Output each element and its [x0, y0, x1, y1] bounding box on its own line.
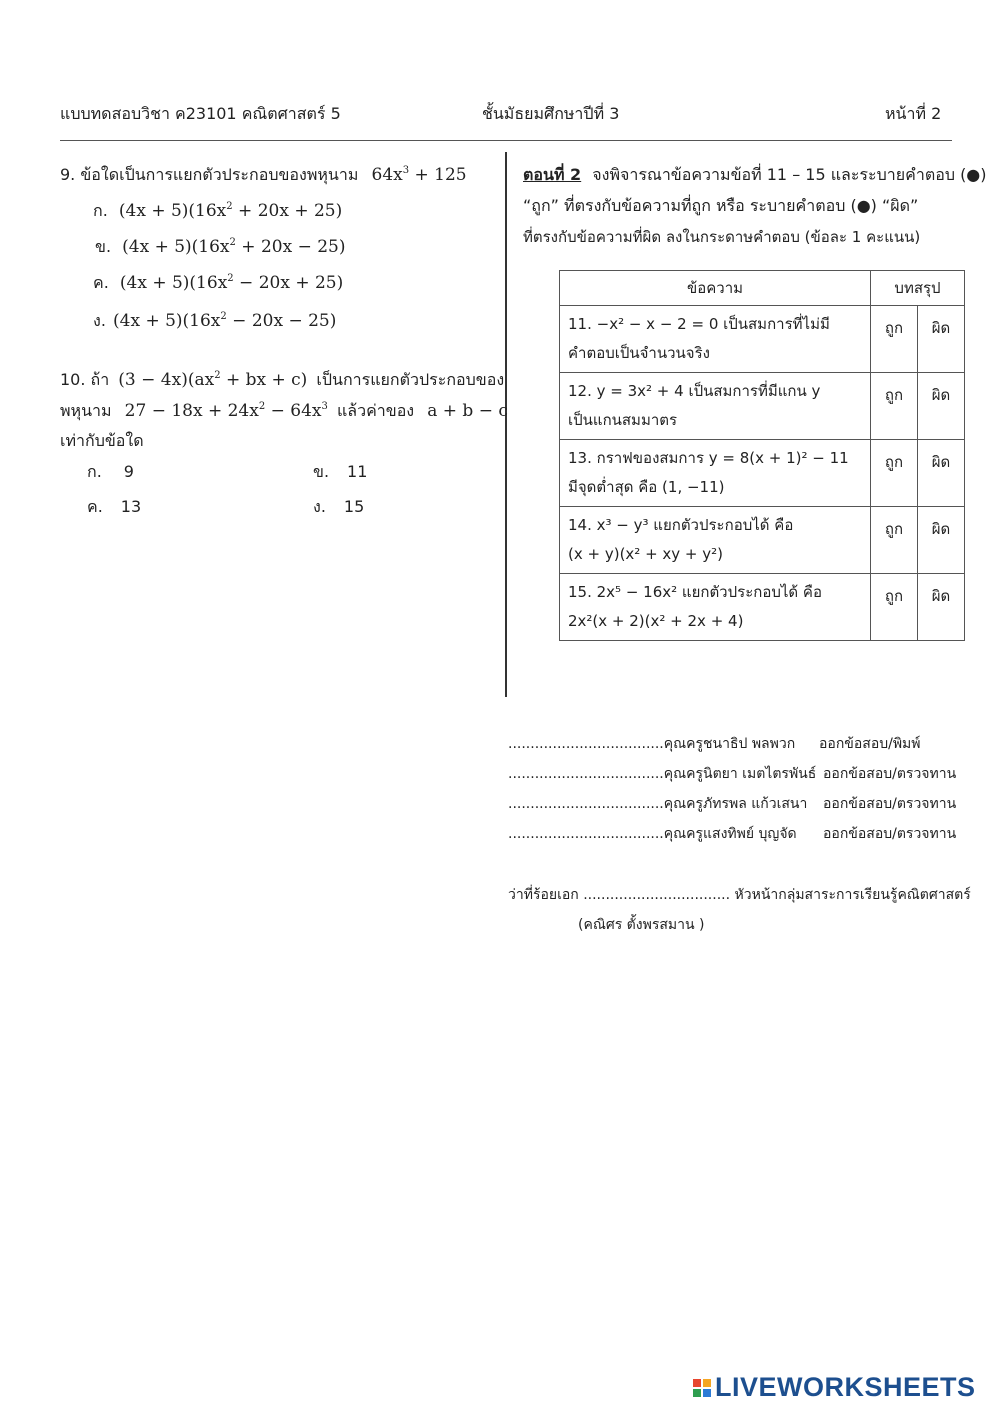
- answer-15-true[interactable]: ถูก: [871, 574, 918, 641]
- table-row: [560, 306, 965, 373]
- statement-15-line2: 2x²(x + 2)(x² + 2x + 4): [568, 612, 744, 630]
- table-row: [560, 373, 965, 440]
- signature-role: ออกข้อสอบ/ตรวจทาน: [823, 826, 957, 842]
- statement-12-line2: เป็นแกนสมมาตร: [568, 411, 678, 429]
- part2-line3: ที่ตรงกับข้อความที่ผิด ลงในกระดาษคำตอบ (ข้อละ 1 คะแนน): [523, 228, 921, 246]
- q9-option-a[interactable]: ก. $(4x + 5)(16x^2 + 20x + 25)$: [93, 201, 343, 221]
- q9-polynomial: $64x^3 + 125$: [371, 165, 467, 185]
- table-row: [560, 507, 965, 574]
- signature-role: ออกข้อสอบ/พิมพ์: [819, 736, 921, 752]
- q10-line3: เท่ากับข้อใด: [60, 431, 144, 450]
- q10-option-b[interactable]: ข. 11: [313, 462, 368, 481]
- part2-line2: “ถูก” ที่ตรงกับข้อความที่ถูก หรือ ระบายคำตอบ (●) “ผิด”: [523, 196, 919, 215]
- answer-11-true[interactable]: ถูก: [871, 306, 918, 373]
- col-conclusion: บทสรุป: [871, 271, 965, 306]
- q9-prompt: [60, 163, 467, 188]
- statement-12-line1: 12. y = 3x² + 4 เป็นสมการที่มีแกน y: [568, 382, 821, 400]
- answer-14-true[interactable]: ถูก: [871, 507, 918, 574]
- header-page: หน้าที่ 2: [885, 104, 942, 123]
- table-header-row: [560, 271, 965, 306]
- statement-13-line2: มีจุดต่ำสุด คือ (1, −11): [568, 478, 725, 496]
- q10-option-d[interactable]: ง. 15: [313, 497, 365, 516]
- statement-13-line1: 13. กราฟของสมการ y = 8(x + 1)² − 11: [568, 449, 849, 467]
- q10-option-a[interactable]: ก. 9: [87, 462, 134, 481]
- q9-option-c[interactable]: ค. $(4x + 5)(16x^2 - 20x + 25)$: [93, 273, 344, 293]
- q10-option-c[interactable]: ค. 13: [87, 497, 142, 516]
- signature-row: ...................................คุณครูภัทรพล แก้วเสนา: [508, 796, 808, 812]
- q10-line1: 10. ถ้า $(3 - 4x)(ax^2$ + bx + c) เป็นการแยกตัวประกอบของ: [60, 370, 505, 390]
- signature-row: ...................................คุณครูแสงทิพย์ บุญจัด: [508, 826, 797, 842]
- signature-row: ...................................คุณครูชนาธิป พลพวก: [508, 736, 796, 752]
- answer-12-true[interactable]: ถูก: [871, 373, 918, 440]
- answer-14-false[interactable]: ผิด: [918, 507, 965, 574]
- statement-14-line1: 14. x³ − y³ แยกตัวประกอบได้ คือ: [568, 516, 794, 534]
- table-row: [560, 440, 965, 507]
- statements-table: [559, 270, 965, 641]
- statement-14-line2: (x + y)(x² + xy + y²): [568, 545, 724, 563]
- statement-15-line1: 15. 2x⁵ − 16x² แยกตัวประกอบได้ คือ: [568, 583, 822, 601]
- liveworksheets-logo: LIVEWORKSHEETS: [693, 1372, 976, 1403]
- signature-role: ออกข้อสอบ/ตรวจทาน: [823, 796, 957, 812]
- header-grade: ชั้นมัธยมศึกษาปีที่ 3: [482, 104, 620, 123]
- head-name: (คณิศร ตั้งพรสมาน ): [578, 917, 705, 933]
- answer-12-false[interactable]: ผิด: [918, 373, 965, 440]
- header-divider: [60, 140, 952, 141]
- answer-15-false[interactable]: ผิด: [918, 574, 965, 641]
- header-subject: แบบทดสอบวิชา ค23101 คณิตศาสตร์ 5: [60, 104, 341, 123]
- answer-13-false[interactable]: ผิด: [918, 440, 965, 507]
- statement-11-line1: 11. −x² − x − 2 = 0 เป็นสมการที่ไม่มี: [568, 315, 830, 333]
- liveworksheets-icon: [693, 1377, 713, 1399]
- column-divider: [505, 152, 507, 697]
- statement-11-line2: คำตอบเป็นจำนวนจริง: [568, 344, 710, 362]
- q9-option-b[interactable]: ข. $(4x + 5)(16x^2 + 20x - 25)$: [95, 237, 346, 257]
- col-statement: ข้อความ: [560, 271, 871, 306]
- answer-13-true[interactable]: ถูก: [871, 440, 918, 507]
- table-row: [560, 574, 965, 641]
- head-signature: ว่าที่ร้อยเอก ................................. หัวหน้ากลุ่มสาระการเรียนรู้คณิตศาสตร์: [508, 887, 971, 903]
- signature-role: ออกข้อสอบ/ตรวจทาน: [823, 766, 957, 782]
- q9-option-d[interactable]: ง. $(4x + 5)(16x^2 - 20x - 25)$: [93, 311, 337, 331]
- answer-11-false[interactable]: ผิด: [918, 306, 965, 373]
- signature-row: ...................................คุณครูนิตยา เมตไตรพันธ์: [508, 766, 817, 782]
- q10-line2: พหุนาม $27 - 18x + 24x^2 - 64x^3$ แล้วค่าของ a + b − c: [60, 401, 508, 421]
- q9-prompt-text: 9. ข้อใดเป็นการแยกตัวประกอบของพหุนาม: [60, 165, 359, 184]
- part2-line1: ตอนที่ 2 จงพิจารณาข้อความข้อที่ 11 – 15 และระบายคำตอบ (●): [523, 165, 987, 184]
- part2-title: ตอนที่ 2: [523, 165, 582, 184]
